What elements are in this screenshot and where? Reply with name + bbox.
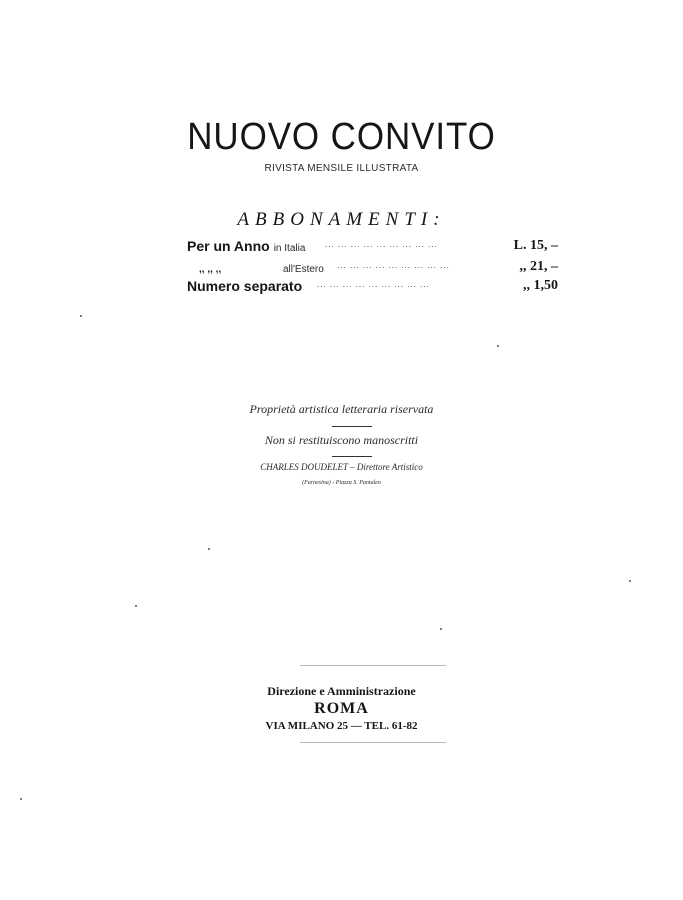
rate-label-detail: all'Estero: [283, 264, 324, 275]
manuscripts-notice: Non si restituiscono manoscritti: [264, 433, 419, 447]
paper-speck: [208, 548, 210, 550]
director-location: (Farnesina) - Piazza S. Pantaleo: [302, 480, 381, 486]
divider: [332, 456, 372, 457]
magazine-subtitle: RIVISTA MENSILE ILLUSTRATA: [264, 163, 419, 174]
paper-speck: [80, 315, 82, 317]
rate-label-main: Per un Anno: [187, 238, 270, 254]
decorative-rule: [300, 742, 446, 743]
divider: [332, 426, 372, 427]
paper-speck: [629, 580, 631, 582]
leader-dots: ... ... ... ... ... ... ... ... ...: [325, 240, 438, 249]
leader-dots: ... ... ... ... ... ... ... ... ...: [317, 280, 430, 289]
paper-speck: [20, 798, 22, 800]
rate-label-main: Numero separato: [187, 278, 303, 294]
paper-speck: [497, 345, 499, 347]
paper-speck: [135, 605, 137, 607]
decorative-rule: [300, 665, 446, 666]
leader-dots: ... ... ... ... ... ... ... ... ...: [337, 261, 450, 270]
magazine-title: NUOVO CONVITO: [187, 116, 496, 158]
art-director: CHARLES DOUDELET – Direttore Artistico: [260, 462, 423, 472]
rate-price: ,, 1,50: [523, 278, 558, 293]
subscriptions-heading: ABBONAMENTI:: [237, 209, 446, 230]
administration-address: VIA MILANO 25 — TEL. 61-82: [265, 720, 418, 732]
rate-row-year-abroad: [187, 259, 558, 279]
rate-label: [187, 259, 324, 277]
ditto-marks: ,, ,, ,,: [199, 264, 222, 275]
paper-speck: [440, 628, 442, 630]
rate-label: [187, 238, 305, 256]
rate-row-single-issue: [187, 278, 558, 298]
administration-city: ROMA: [314, 700, 369, 717]
rate-price: L. 15, –: [513, 238, 558, 253]
rights-notice: Proprietà artistica letteraria riservata: [249, 402, 434, 416]
administration-heading: Direzione e Amministrazione: [267, 684, 416, 698]
rate-label-detail: in Italia: [273, 243, 306, 254]
rate-label: [187, 278, 302, 296]
rate-price: ,, 21, –: [519, 259, 558, 274]
rate-row-year-italy: [187, 238, 558, 258]
